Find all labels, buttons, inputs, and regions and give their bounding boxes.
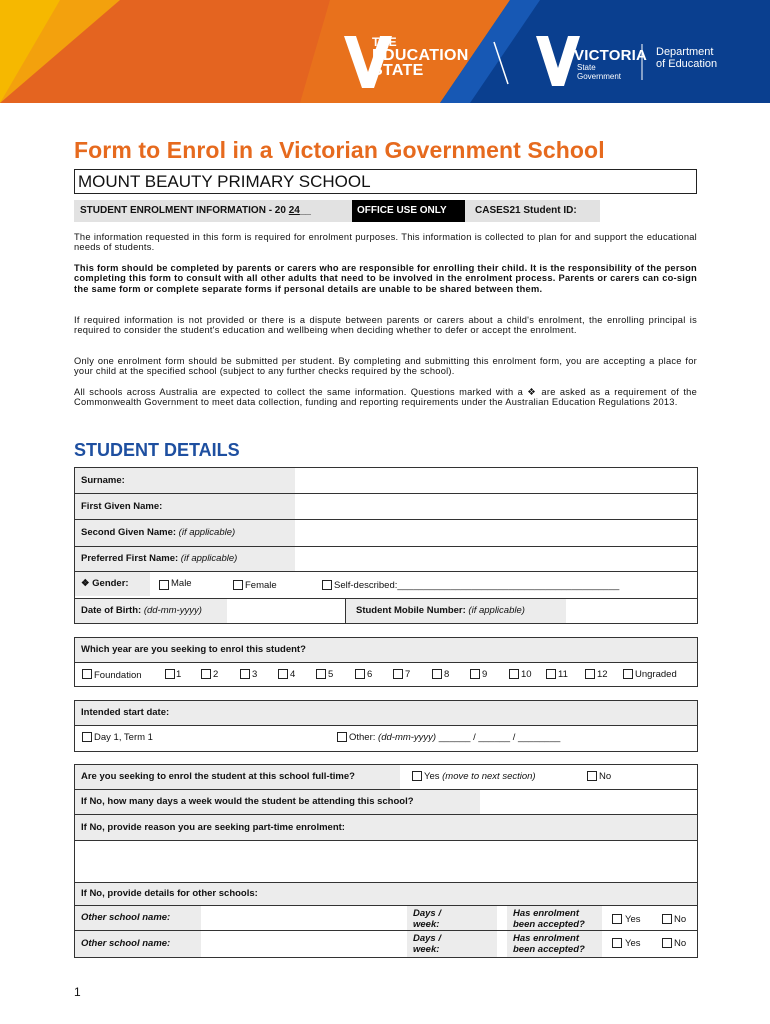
preferred-text: Preferred First Name: xyxy=(81,553,179,564)
year-9-checkbox[interactable] xyxy=(470,669,480,679)
accepted-yes-checkbox[interactable] xyxy=(612,914,622,924)
year-level-table xyxy=(74,637,698,687)
year-foundation-label: Foundation xyxy=(94,670,142,681)
gender-male-label: Male xyxy=(171,578,192,589)
preferred-note: (if applicable) xyxy=(180,553,238,564)
days-week-line1: Days / xyxy=(413,908,441,919)
start-date-label: Intended start date: xyxy=(75,701,697,725)
days-week-label xyxy=(407,906,497,930)
days-week-line2-2: week: xyxy=(413,944,440,955)
year-level-question: Which year are you seeking to enrol this student? xyxy=(75,638,697,662)
gender-female-label: Female xyxy=(245,580,277,591)
accepted-yes-label-2: Yes xyxy=(625,938,641,949)
department-label xyxy=(656,46,717,70)
days-week-line2: week: xyxy=(413,919,440,930)
logo-state: STATE xyxy=(372,62,424,79)
year-10-checkbox[interactable] xyxy=(509,669,519,679)
accepted-yes-checkbox-2[interactable] xyxy=(612,938,622,948)
first-given-label: First Given Name: xyxy=(75,494,295,519)
vic-sub-government: Government xyxy=(577,72,622,81)
fulltime-no-label: No xyxy=(599,771,612,782)
intro-paragraph-2: This form should be completed by parents or carers who are responsible for enrolling their child. It is the responsibility of the person completing this form to consult with all other adults that need to be involved in the enrolment process. Parents or carers can co-sign the same form or complete separate forms if personal details are unable to be shared between them. xyxy=(74,263,697,294)
dob-label xyxy=(75,599,227,623)
year-11-checkbox[interactable] xyxy=(546,669,556,679)
mobile-note: (if applicable) xyxy=(468,605,525,616)
logo-education: EDUCATION xyxy=(372,47,469,64)
year-1-label: 1 xyxy=(176,669,182,680)
page-number: 1 xyxy=(74,985,81,999)
year-7-checkbox[interactable] xyxy=(393,669,403,679)
fulltime-no-checkbox[interactable] xyxy=(587,771,597,781)
accepted-label xyxy=(507,906,602,930)
enrolment-label-text: STUDENT ENROLMENT INFORMATION - 20 xyxy=(80,205,286,216)
dob-note: (dd-mm-yyyy) xyxy=(143,605,202,616)
accepted-yes-label: Yes xyxy=(625,914,641,925)
days-week-line1-2: Days / xyxy=(413,933,441,944)
year-2-label: 2 xyxy=(213,669,219,680)
accepted-label-2 xyxy=(507,931,602,957)
year-underline: __ xyxy=(299,205,311,216)
year-foundation-checkbox[interactable] xyxy=(82,669,92,679)
other-school-name-label xyxy=(75,906,201,930)
accepted-line2-2: been accepted? xyxy=(513,944,585,955)
second-given-note: (if applicable) xyxy=(178,527,236,538)
year-6-checkbox[interactable] xyxy=(355,669,365,679)
school-name-field[interactable]: MOUNT BEAUTY PRIMARY SCHOOL xyxy=(74,169,697,194)
year-12-checkbox[interactable] xyxy=(585,669,595,679)
year-7-label: 7 xyxy=(405,669,411,680)
year-2-checkbox[interactable] xyxy=(201,669,211,679)
vic-sub-state: State xyxy=(577,63,596,72)
fulltime-yes-note: (move to next section) xyxy=(442,771,536,782)
days-week-label-2 xyxy=(407,931,497,957)
page-title: Form to Enrol in a Victorian Government School xyxy=(74,137,605,163)
second-given-label xyxy=(75,520,295,546)
accepted-no-label-2: No xyxy=(674,938,687,949)
year-3-checkbox[interactable] xyxy=(240,669,250,679)
accepted-line1: Has enrolment xyxy=(513,908,579,919)
year-6-label: 6 xyxy=(367,669,373,680)
year-5-checkbox[interactable] xyxy=(316,669,326,679)
start-other-blanks: ______ / ______ / ________ xyxy=(438,732,561,743)
fulltime-yes-checkbox[interactable] xyxy=(412,771,422,781)
year-10-label: 10 xyxy=(521,669,532,680)
dept-line1: Department xyxy=(656,46,714,58)
accepted-line1-2: Has enrolment xyxy=(513,933,579,944)
fulltime-yes-text: Yes xyxy=(424,771,440,782)
other-school-name-label-2 xyxy=(75,931,201,957)
start-date-table xyxy=(74,700,698,752)
logo-the: THE xyxy=(372,35,397,49)
divider xyxy=(75,571,697,572)
header-banner xyxy=(0,0,770,103)
start-other-label: Other: xyxy=(349,732,376,743)
accepted-no-label: No xyxy=(674,914,687,925)
gender-self-described-checkbox[interactable] xyxy=(322,580,332,590)
mobile-label xyxy=(346,599,566,623)
days-per-week-question: If No, how many days a week would the student be attending this school? xyxy=(75,790,480,814)
dept-line2: of Education xyxy=(656,58,718,70)
gender-male-checkbox[interactable] xyxy=(159,580,169,590)
start-other-field[interactable] xyxy=(349,732,560,743)
education-state-logo xyxy=(372,36,469,78)
year-8-label: 8 xyxy=(444,669,450,680)
parttime-reason-question: If No, provide reason you are seeking part-time enrolment: xyxy=(75,815,697,840)
divider xyxy=(75,662,697,663)
fulltime-yes-label xyxy=(424,771,536,782)
year-4-checkbox[interactable] xyxy=(278,669,288,679)
intro-paragraph-3: If required information is not provided or there is a dispute between parents or carers about a child's enrolment, the enrolling principal is required to consider the student's education and wellbeing when deciding whether to defer or accept the enrolment. xyxy=(74,315,697,336)
surname-label: Surname: xyxy=(75,468,295,493)
enrolment-year-label xyxy=(74,200,352,222)
divider xyxy=(75,725,697,726)
office-use-label: OFFICE USE ONLY xyxy=(352,200,465,222)
year-ungraded-checkbox[interactable] xyxy=(623,669,633,679)
year-1-checkbox[interactable] xyxy=(165,669,175,679)
year-8-checkbox[interactable] xyxy=(432,669,442,679)
gender-label: ❖ Gender: xyxy=(75,572,150,596)
year-3-label: 3 xyxy=(252,669,258,680)
start-other-note: (dd-mm-yyyy) xyxy=(378,732,437,743)
dob-text: Date of Birth: xyxy=(81,605,142,616)
other-school-name-text: Other school name: xyxy=(81,912,171,923)
year-9-label: 9 xyxy=(482,669,488,680)
enrolment-year-value[interactable]: 24 xyxy=(288,205,300,216)
start-other-checkbox[interactable] xyxy=(337,732,347,742)
intro-paragraph-1: The information requested in this form is required for enrolment purposes. This information is collected to plan for and support the educational needs of students. xyxy=(74,232,697,253)
cases21-id-label: CASES21 Student ID: xyxy=(465,200,600,222)
second-given-text: Second Given Name: xyxy=(81,527,177,538)
intro-paragraph-4: Only one enrolment form should be submitted per student. By completing and submitting this enrolment form, you are accepting a place for your child at the specified school (subject to any further checks required by the school). xyxy=(74,356,697,377)
accepted-no-checkbox[interactable] xyxy=(662,914,672,924)
intro-paragraph-5: All schools across Australia are expected to collect the same information. Questions marked with a ❖ are asked as a requirement of the Commonwealth Government to meet data collection, funding and reporting requirements under the Australian Education Regulations 2013. xyxy=(74,387,697,408)
student-details-heading: STUDENT DETAILS xyxy=(74,440,240,460)
accepted-line2: been accepted? xyxy=(513,919,585,930)
day1-term1-checkbox[interactable] xyxy=(82,732,92,742)
year-12-label: 12 xyxy=(597,669,608,680)
year-11-label: 11 xyxy=(558,669,568,680)
mobile-text: Student Mobile Number: xyxy=(356,605,466,616)
gender-female-checkbox[interactable] xyxy=(233,580,243,590)
fulltime-table xyxy=(74,764,698,958)
year-4-label: 4 xyxy=(290,669,296,680)
other-schools-question: If No, provide details for other schools: xyxy=(75,883,697,905)
accepted-no-checkbox-2[interactable] xyxy=(662,938,672,948)
year-ungraded-label: Ungraded xyxy=(635,669,677,680)
divider xyxy=(75,840,697,841)
victoria-logo-text: VICTORIA xyxy=(574,47,647,64)
year-5-label: 5 xyxy=(328,669,334,680)
gender-self-described-field[interactable]: Self-described:__________________________________________ xyxy=(334,580,620,591)
fulltime-question: Are you seeking to enrol the student at this school full-time? xyxy=(75,765,400,789)
preferred-name-label xyxy=(75,547,295,571)
other-school-name-text-2: Other school name: xyxy=(81,938,171,949)
day1-term1-label: Day 1, Term 1 xyxy=(94,732,153,743)
victoria-logo-sub xyxy=(577,63,621,81)
student-details-table xyxy=(74,467,698,624)
